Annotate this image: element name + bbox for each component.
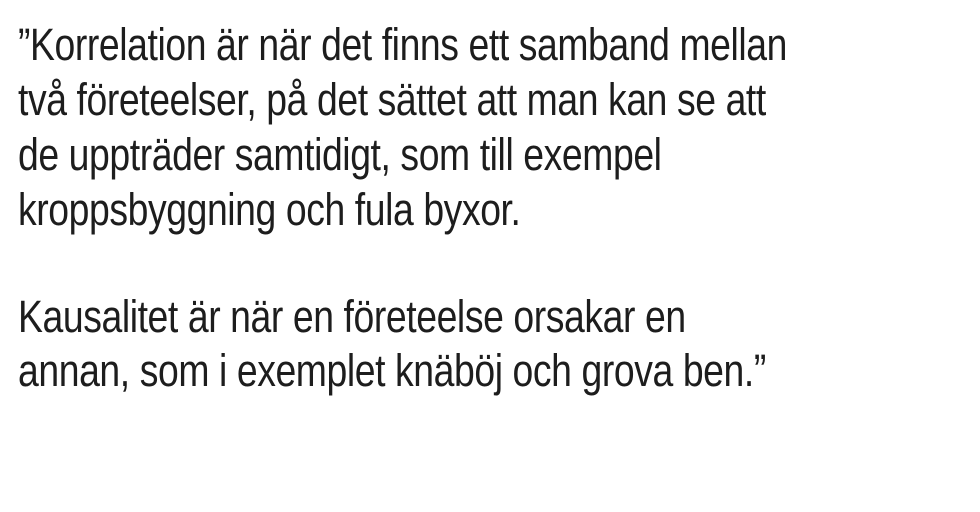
quote-paragraph-1: ”Korrelation är när det finns ett samband mellan två företeelser, på det sättet att man kan se att de uppträder samtidigt, som till exempel kroppsbyggning och fula byxor. [18, 19, 797, 235]
quote-block [18, 18, 960, 399]
quote-paragraph-2: Kausalitet är när en företeelse orsakar en annan, som i exemplet knäböj och grova ben.” [18, 290, 766, 397]
